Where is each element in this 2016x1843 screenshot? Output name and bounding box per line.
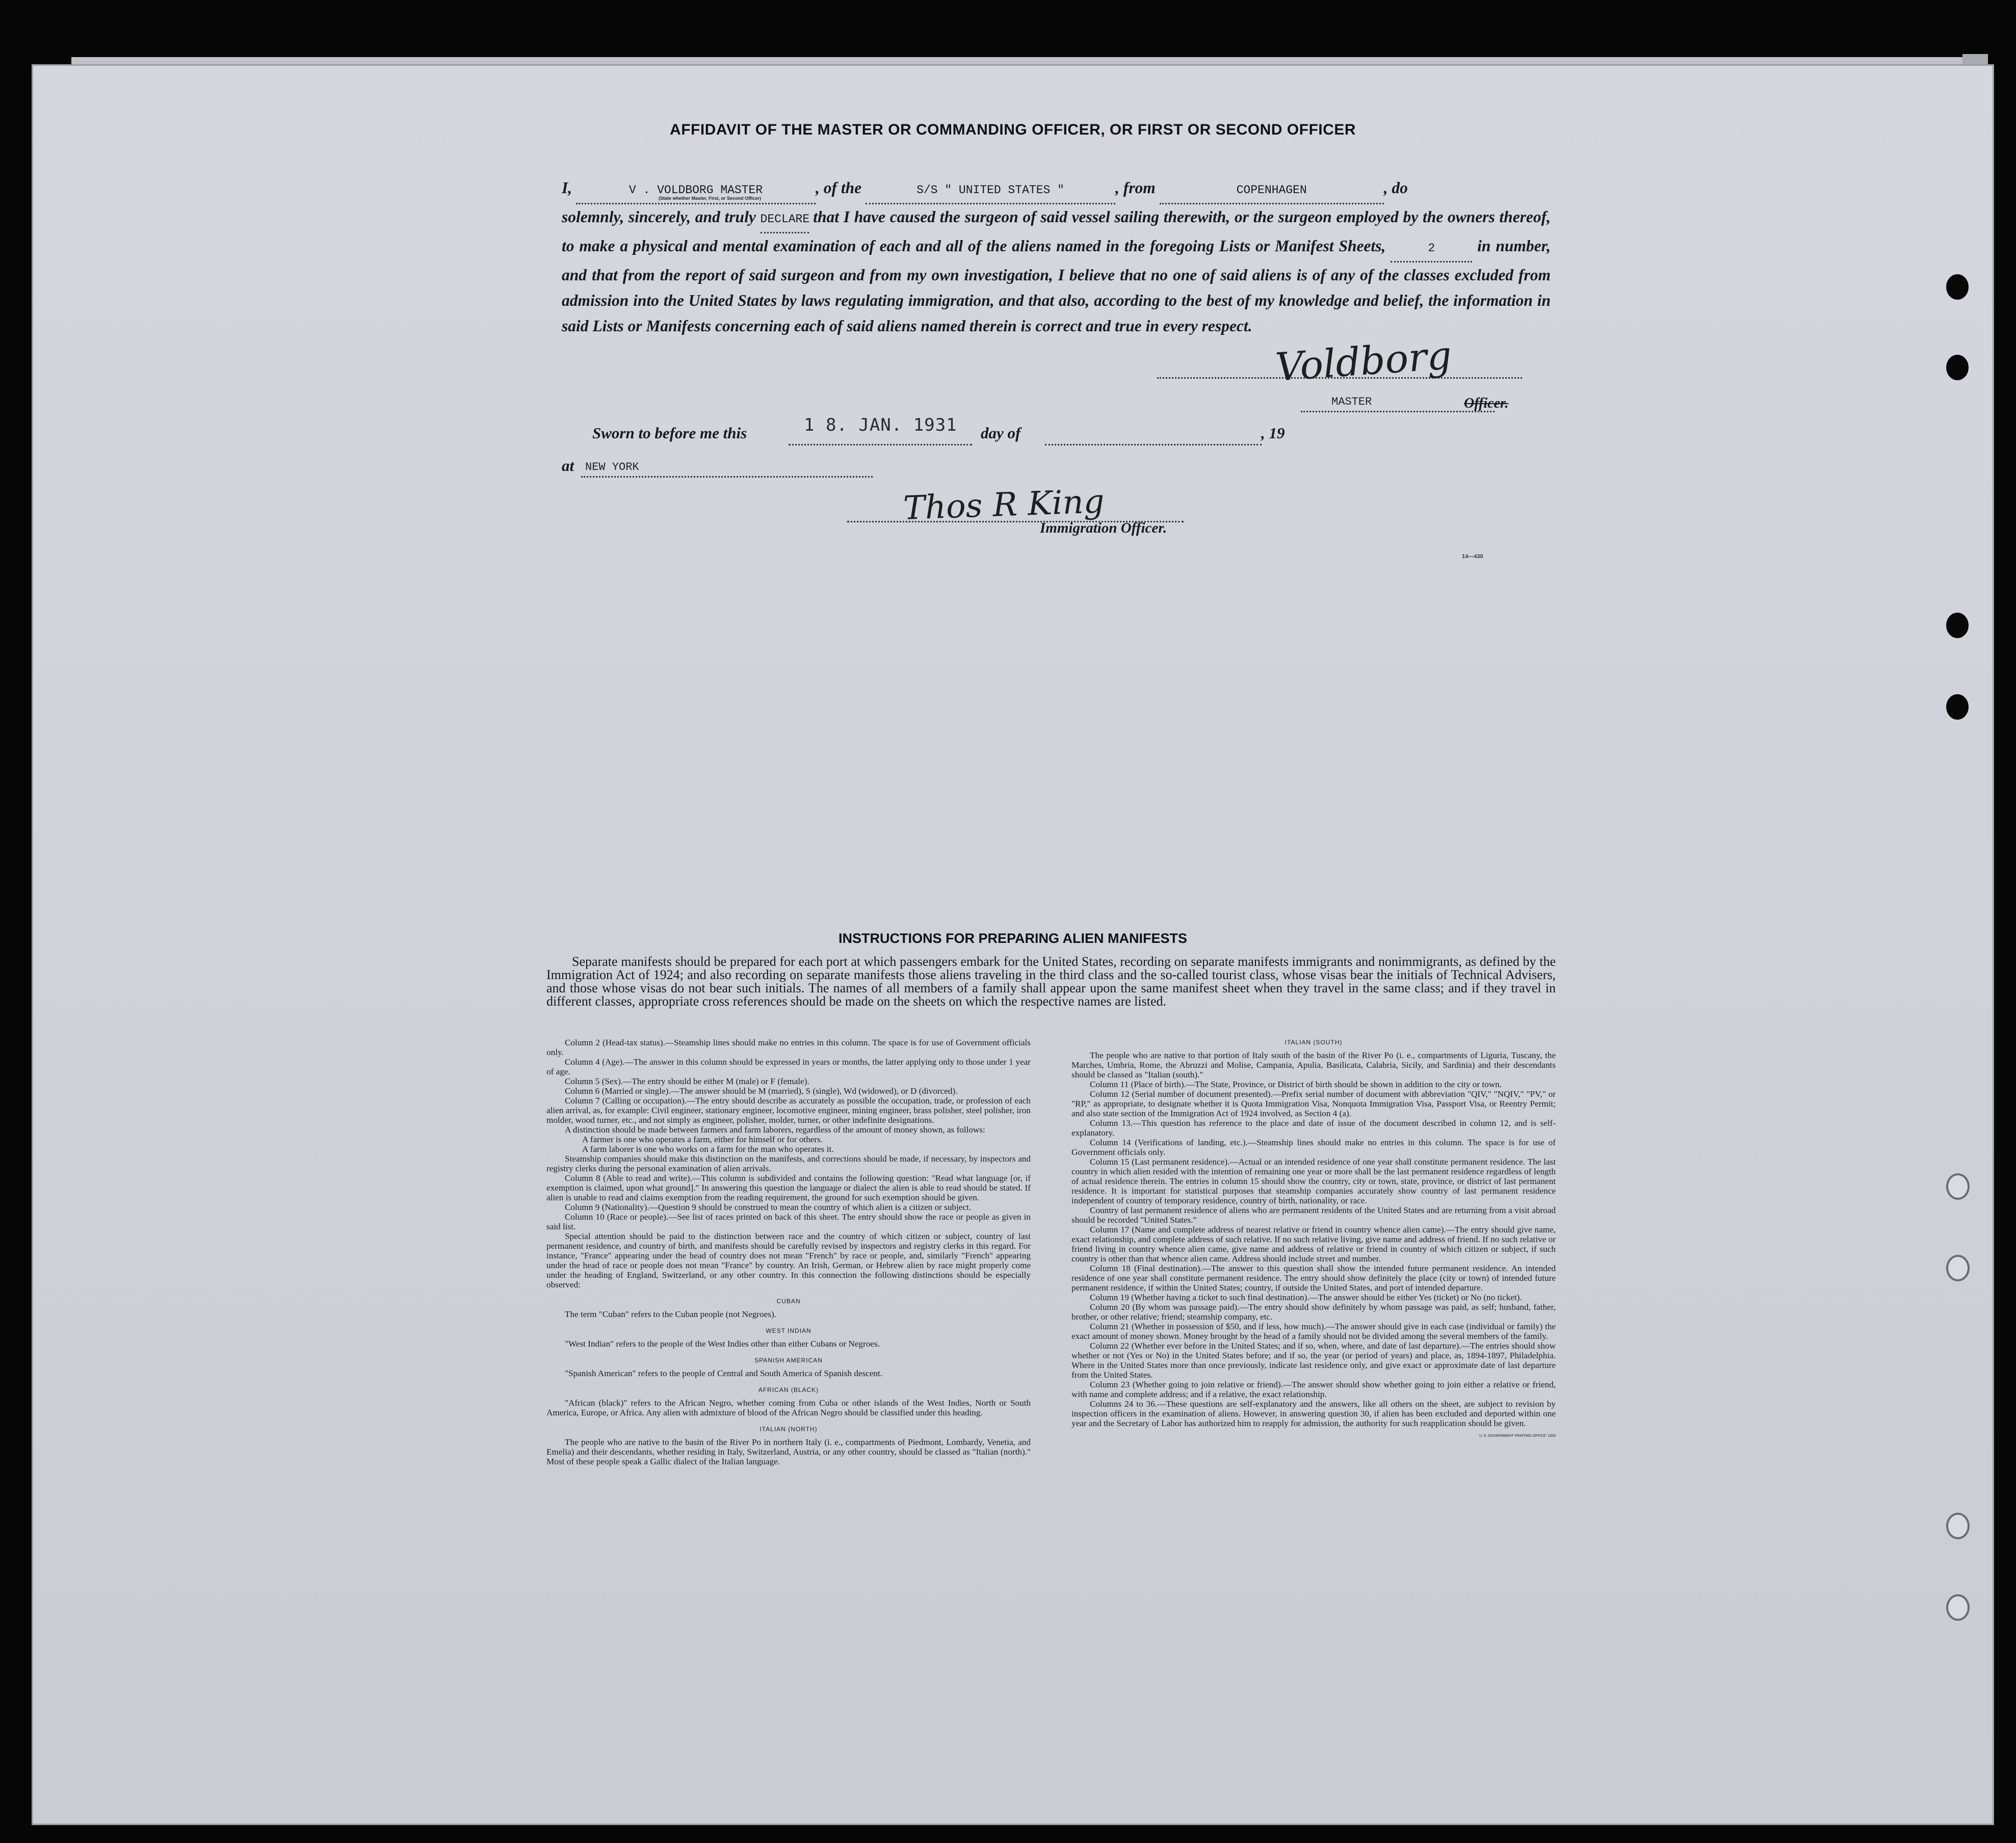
col-24-36-paragraph: Columns 24 to 36.—These questions are self-explanatory and the answers, like all others on the sheet, are subject to revision by inspection officers in the examination of aliens. However, in answering question 30, if alien has been excluded and deported within one year and the Secretary of Labor has authorized him to reapply for admission, the authority for such reapplication should be given. bbox=[1071, 1399, 1556, 1428]
port-from-field: COPENHAGEN bbox=[1160, 177, 1384, 204]
col-19-paragraph: Column 19 (Whether having a ticket to such final destination).—The answer should be either Yes (ticket) or No (no ticket). bbox=[1090, 1293, 1522, 1302]
col-6-paragraph: Column 6 (Married or single).—The answer should be M (married), S (single), Wd (widowed), or D (divorced). bbox=[565, 1086, 958, 1096]
year-label: , 19 bbox=[1261, 424, 1285, 442]
race-attention-paragraph: Special attention should be paid to the distinction between race and the country of which citizen or subject, country of last permanent residence, and country of birth, and manifests should be carefully revised by inspectors and registry clerks in this regard. For instance, "France" appearing under the head of country does not mean "French" by race or people, and, similarly "French" appearing under the head of race or people does not mean "France" by country. An Irish, German, or Hebrew alien by race might properly come under the heading of England, Switzerland, or any other country. In this connection the following distinctions should be especially observed: bbox=[546, 1231, 1031, 1289]
day-of-label: day of bbox=[981, 424, 1021, 442]
col-13-paragraph: Column 13.—This question has reference to the place and date of issue of the document described in column 12, and is self-explanatory. bbox=[1071, 1118, 1556, 1138]
binder-ring-hole bbox=[1946, 1255, 1970, 1281]
binder-ring-hole bbox=[1946, 1173, 1970, 1200]
affidavit-title: AFFIDAVIT OF THE MASTER OR COMMANDING OFFICER, OR FIRST OR SECOND OFFICER bbox=[670, 121, 1356, 138]
col-7-paragraph: Column 7 (Calling or occupation).—The entry should describe as accurately as possible the occupation, trade, or profession of each alien arrival, as, for example: Civil engineer, stationary engineer, locomotive engineer, mining engineer, brass polisher, steel polisher, iron molder, wood turner, etc., and not simply as engineer, polisher, molder, turner, or other indefinite designations. bbox=[546, 1096, 1031, 1125]
instructions-title: INSTRUCTIONS FOR PREPARING ALIEN MANIFESTS bbox=[838, 931, 1188, 946]
master-signature: Voldborg bbox=[1274, 332, 1453, 390]
col-5-paragraph: Column 5 (Sex).—The entry should be either M (male) or F (female). bbox=[565, 1076, 809, 1086]
instructions-right-column bbox=[1071, 1038, 1556, 1441]
instructions-intro: Separate manifests should be prepared for each port at which passengers embark for the United States, recording on separate manifests immigrants and nonimmigrants, as defined by the Immigration Act of 1924; and also recording on separate manifests those aliens traveling in the third class and the so-called tourist class, whose visas bear the initials of Technical Advisers, and those whose visas do not bear such initials. The names of all members of a family shall appear upon the same manifest sheet when they travel in the same class; and if they travel in different classes, appropriate cross references should be made on the sheets on which the respective names are listed. bbox=[546, 954, 1556, 1009]
officer-name-field: V . VOLDBORG MASTER bbox=[576, 177, 816, 204]
african-heading: AFRICAN (BLACK) bbox=[758, 1386, 819, 1393]
italian-north-heading: ITALIAN (NORTH) bbox=[760, 1426, 818, 1433]
spanish-american-paragraph: "Spanish American" refers to the people of Central and South America of Spanish descent. bbox=[565, 1368, 883, 1378]
italian-south-heading: ITALIAN (SOUTH) bbox=[1285, 1039, 1343, 1046]
col-11-paragraph: Column 11 (Place of birth).—The State, Province, or District of birth should be shown in addition to the city or town. bbox=[1090, 1080, 1502, 1089]
col-9-paragraph: Column 9 (Nationality).—Question 9 should be construed to mean the country of which alien is a citizen or subject. bbox=[565, 1202, 972, 1212]
ship-name-field: S/S " UNITED STATES " bbox=[866, 177, 1115, 204]
binder-hole bbox=[1946, 694, 1969, 720]
binder-ring-hole bbox=[1946, 1513, 1970, 1539]
immigration-signature: Thos R King bbox=[902, 483, 1105, 528]
col-2-paragraph: Column 2 (Head-tax status).—Steamship lines should make no entries in this column. The space is for use of Government officials only. bbox=[546, 1038, 1031, 1057]
binder-hole bbox=[1946, 274, 1969, 300]
col-18-paragraph: Column 18 (Final destination).—The answer to this question shall show the intended future permanent residence. An intended residence of one year shall constitute permanent residence. The entry should show definitely the place (city or town) of intended future permanent residence, if within the United States; country, if outside the United States, and port of intended departure. bbox=[1071, 1263, 1556, 1293]
col-21-paragraph: Column 21 (Whether in possession of $50, and if less, how much).—The answer should give in each case (individual or family) the exact amount of money shown. Money brought by the head of a family should not be divided among the several members of the family. bbox=[1071, 1322, 1556, 1341]
west-indian-paragraph: "West Indian" refers to the people of the West Indies other than either Cubans or Negroes. bbox=[565, 1339, 880, 1349]
at-place-field: NEW YORK bbox=[585, 461, 639, 473]
col-12-paragraph: Column 12 (Serial number of document presented).—Prefix serial number of document with abbreviation "QIV," "NQIV," "PV," or "RP," as appropriate, to designate whether it is Quota Immigration Visa, Nonquota Immigration Visa, Passport Visa, or Reentry Permit; and also state section of the Immigration Act of 1924 involved, as Section 4 (a). bbox=[1071, 1089, 1556, 1118]
master-title-typed: MASTER bbox=[1331, 396, 1372, 408]
col-17-paragraph: Column 17 (Name and complete address of nearest relative or friend in country whence alien came).—The entry should give name, exact relationship, and complete address of such relative. If no such relative living, give name and address of friend. If no such relative or friend living in country whence alien came, give name and address of relative or friend in country of which citizen or subject, if such country is other than that whence alien came. Address should include street and number. bbox=[1071, 1225, 1556, 1263]
col-10-paragraph: Column 10 (Race or people).—See list of races printed on back of this sheet. The entry should show the race or people as given in said list. bbox=[546, 1212, 1031, 1231]
col-15-returning-paragraph: Country of last permanent residence of aliens who are permanent residents of the United States and are returning from a visit abroad should be recorded "United States." bbox=[1071, 1205, 1556, 1225]
italian-north-paragraph: The people who are native to the basin of the River Po in northern Italy (i. e., compartments of Piedmont, Lombardy, Venetia, and Emelia) and their descendants, whether residing in Italy, Switzerland, Austria, or any other country, should be classed as "Italian (north)." Most of these people speak a Gallic dialect of the Italian language. bbox=[546, 1437, 1031, 1466]
form-number: 14—430 bbox=[1462, 554, 1483, 560]
col-4-paragraph: Column 4 (Age).—The answer in this column should be expressed in years or months, the latter applying only to those under 1 year of age. bbox=[546, 1057, 1031, 1076]
col-22-paragraph: Column 22 (Whether ever before in the United States; and if so, when, where, and date of last departure).—The entries should show whether or not (Yes or No) in the United States before; and if so, the year (or period of years) and place, as, 1894-1897, Philadelphia. Where in the United States more than once previously, indicate last residence only, and give exact or approximate date of last departure from the United States. bbox=[1071, 1341, 1556, 1380]
binder-hole bbox=[1946, 355, 1969, 380]
african-paragraph: "African (black)" refers to the African Negro, whether coming from Cuba or other islands of the West Indies, North or South America, Europe, or Africa. Any alien with admixture of blood of the African Negro should be classified under this heading. bbox=[546, 1398, 1031, 1417]
gpo-imprint: U. S. GOVERNMENT PRINTING OFFICE: 1930 bbox=[1479, 1434, 1556, 1438]
at-label: at bbox=[562, 457, 574, 475]
at-place-line bbox=[581, 476, 873, 478]
immigration-officer-label: Immigration Officer. bbox=[1040, 520, 1167, 536]
sworn-label: Sworn to before me this bbox=[592, 424, 747, 442]
affidavit-body: I, V . VOLDBORG MASTER , of the S/S " UNITED STATES " , from COPENHAGEN , do solemnly, sincerely, and truly DECLARE that I have caused the surgeon of said vessel sailing therewith, or the surgeon employed by the owners thereof, to make a physical and mental examination of each and all of the aliens named in the foregoing Lists or Manifest Sheets, 2 in number, and that from the report of said surgeon and from my own investigation, I believe that no one of said aliens is of any of the classes excluded from admission into the United States by laws regulating immigration, and that also, according to the best of my knowledge and belief, the information in said Lists or Manifests concerning each of said aliens named therein is correct and true in every respect. bbox=[562, 175, 1551, 339]
sworn-date-line bbox=[789, 444, 972, 445]
col-8-paragraph: Column 8 (Able to read and write).—This column is subdivided and contains the following question: "Read what language [or, if exemption is claimed, upon what ground]." In answering this question the language or dialect the alien is able to read should be stated. If alien is unable to read and claims exemption from the reading requirement, the ground for such exemption should be given. bbox=[546, 1173, 1031, 1202]
col-15-paragraph: Column 15 (Last permanent residence).—Actual or an intended residence of one year shall constitute permanent residence. The last country in which alien resided with the intention of remaining one year or more shall be the last permanent residence regardless of length of actual residence therein. The entries in column 15 should show the country, city or town, state, province, or district of last permanent residence. It is important for statistical purposes that steamship companies accurately show country of last permanent residence independent of country of temporary residence, country of birth, nationality, or race. bbox=[1071, 1157, 1556, 1205]
day-of-line bbox=[1045, 444, 1262, 445]
cuban-paragraph: The term "Cuban" refers to the Cuban people (not Negroes). bbox=[565, 1309, 776, 1319]
binder-hole bbox=[1946, 613, 1969, 638]
farm-distinction-paragraph: A distinction should be made between farmers and farm laborers, regardless of the amount of money shown, as follows: bbox=[565, 1125, 985, 1135]
italian-south-paragraph: The people who are native to that portion of Italy south of the basin of the River Po (i. e., compartments of Liguria, Tuscany, the Marches, Umbria, Rome, the Abruzzi and Molise, Campania, Apulia, Basilicata, Calabria, Sicily, and Sardinia) and their descendants should be classed as "Italian (south)." bbox=[1071, 1050, 1556, 1080]
declare-field: DECLARE bbox=[761, 206, 809, 233]
binder-ring-hole bbox=[1946, 1594, 1970, 1621]
cuban-heading: CUBAN bbox=[776, 1298, 801, 1305]
col-14-paragraph: Column 14 (Verifications of landing, etc.).—Steamship lines should make no entries in this column. The space is for use of Government officials only. bbox=[1071, 1138, 1556, 1157]
manifest-sheet bbox=[32, 64, 1994, 1825]
officer-rank-note: (State whether Master, First, or Second Officer) bbox=[659, 196, 762, 201]
spanish-american-heading: SPANISH AMERICAN bbox=[754, 1357, 823, 1364]
west-indian-heading: WEST INDIAN bbox=[766, 1327, 811, 1334]
col-20-paragraph: Column 20 (By whom was passage paid).—The entry should show definitely by whom passage was paid, as self; husband, father, brother, or other relative; friend; steamship company, etc. bbox=[1071, 1302, 1556, 1322]
instructions-left-column bbox=[546, 1038, 1031, 1466]
sworn-date-stamp: 1 8. JAN. 1931 bbox=[804, 415, 957, 435]
col-23-paragraph: Column 23 (Whether going to join relative or friend).—The answer should show whether going to join either a relative or friend, with name and complete address; and if a relative, the exact relationship. bbox=[1071, 1380, 1556, 1399]
sheet-count-field: 2 bbox=[1391, 235, 1472, 262]
steamship-distinction-paragraph: Steamship companies should make this distinction on the manifests, and corrections should be made, if necessary, by inspectors and registry clerks during the personal examination of alien arrivals. bbox=[546, 1154, 1031, 1173]
farmer-definition: A farmer is one who operates a farm, either for himself or for others. bbox=[582, 1135, 823, 1144]
officer-label: Officer. bbox=[1464, 396, 1509, 411]
farm-laborer-definition: A farm laborer is one who works on a farm for the man who operates it. bbox=[582, 1144, 834, 1154]
